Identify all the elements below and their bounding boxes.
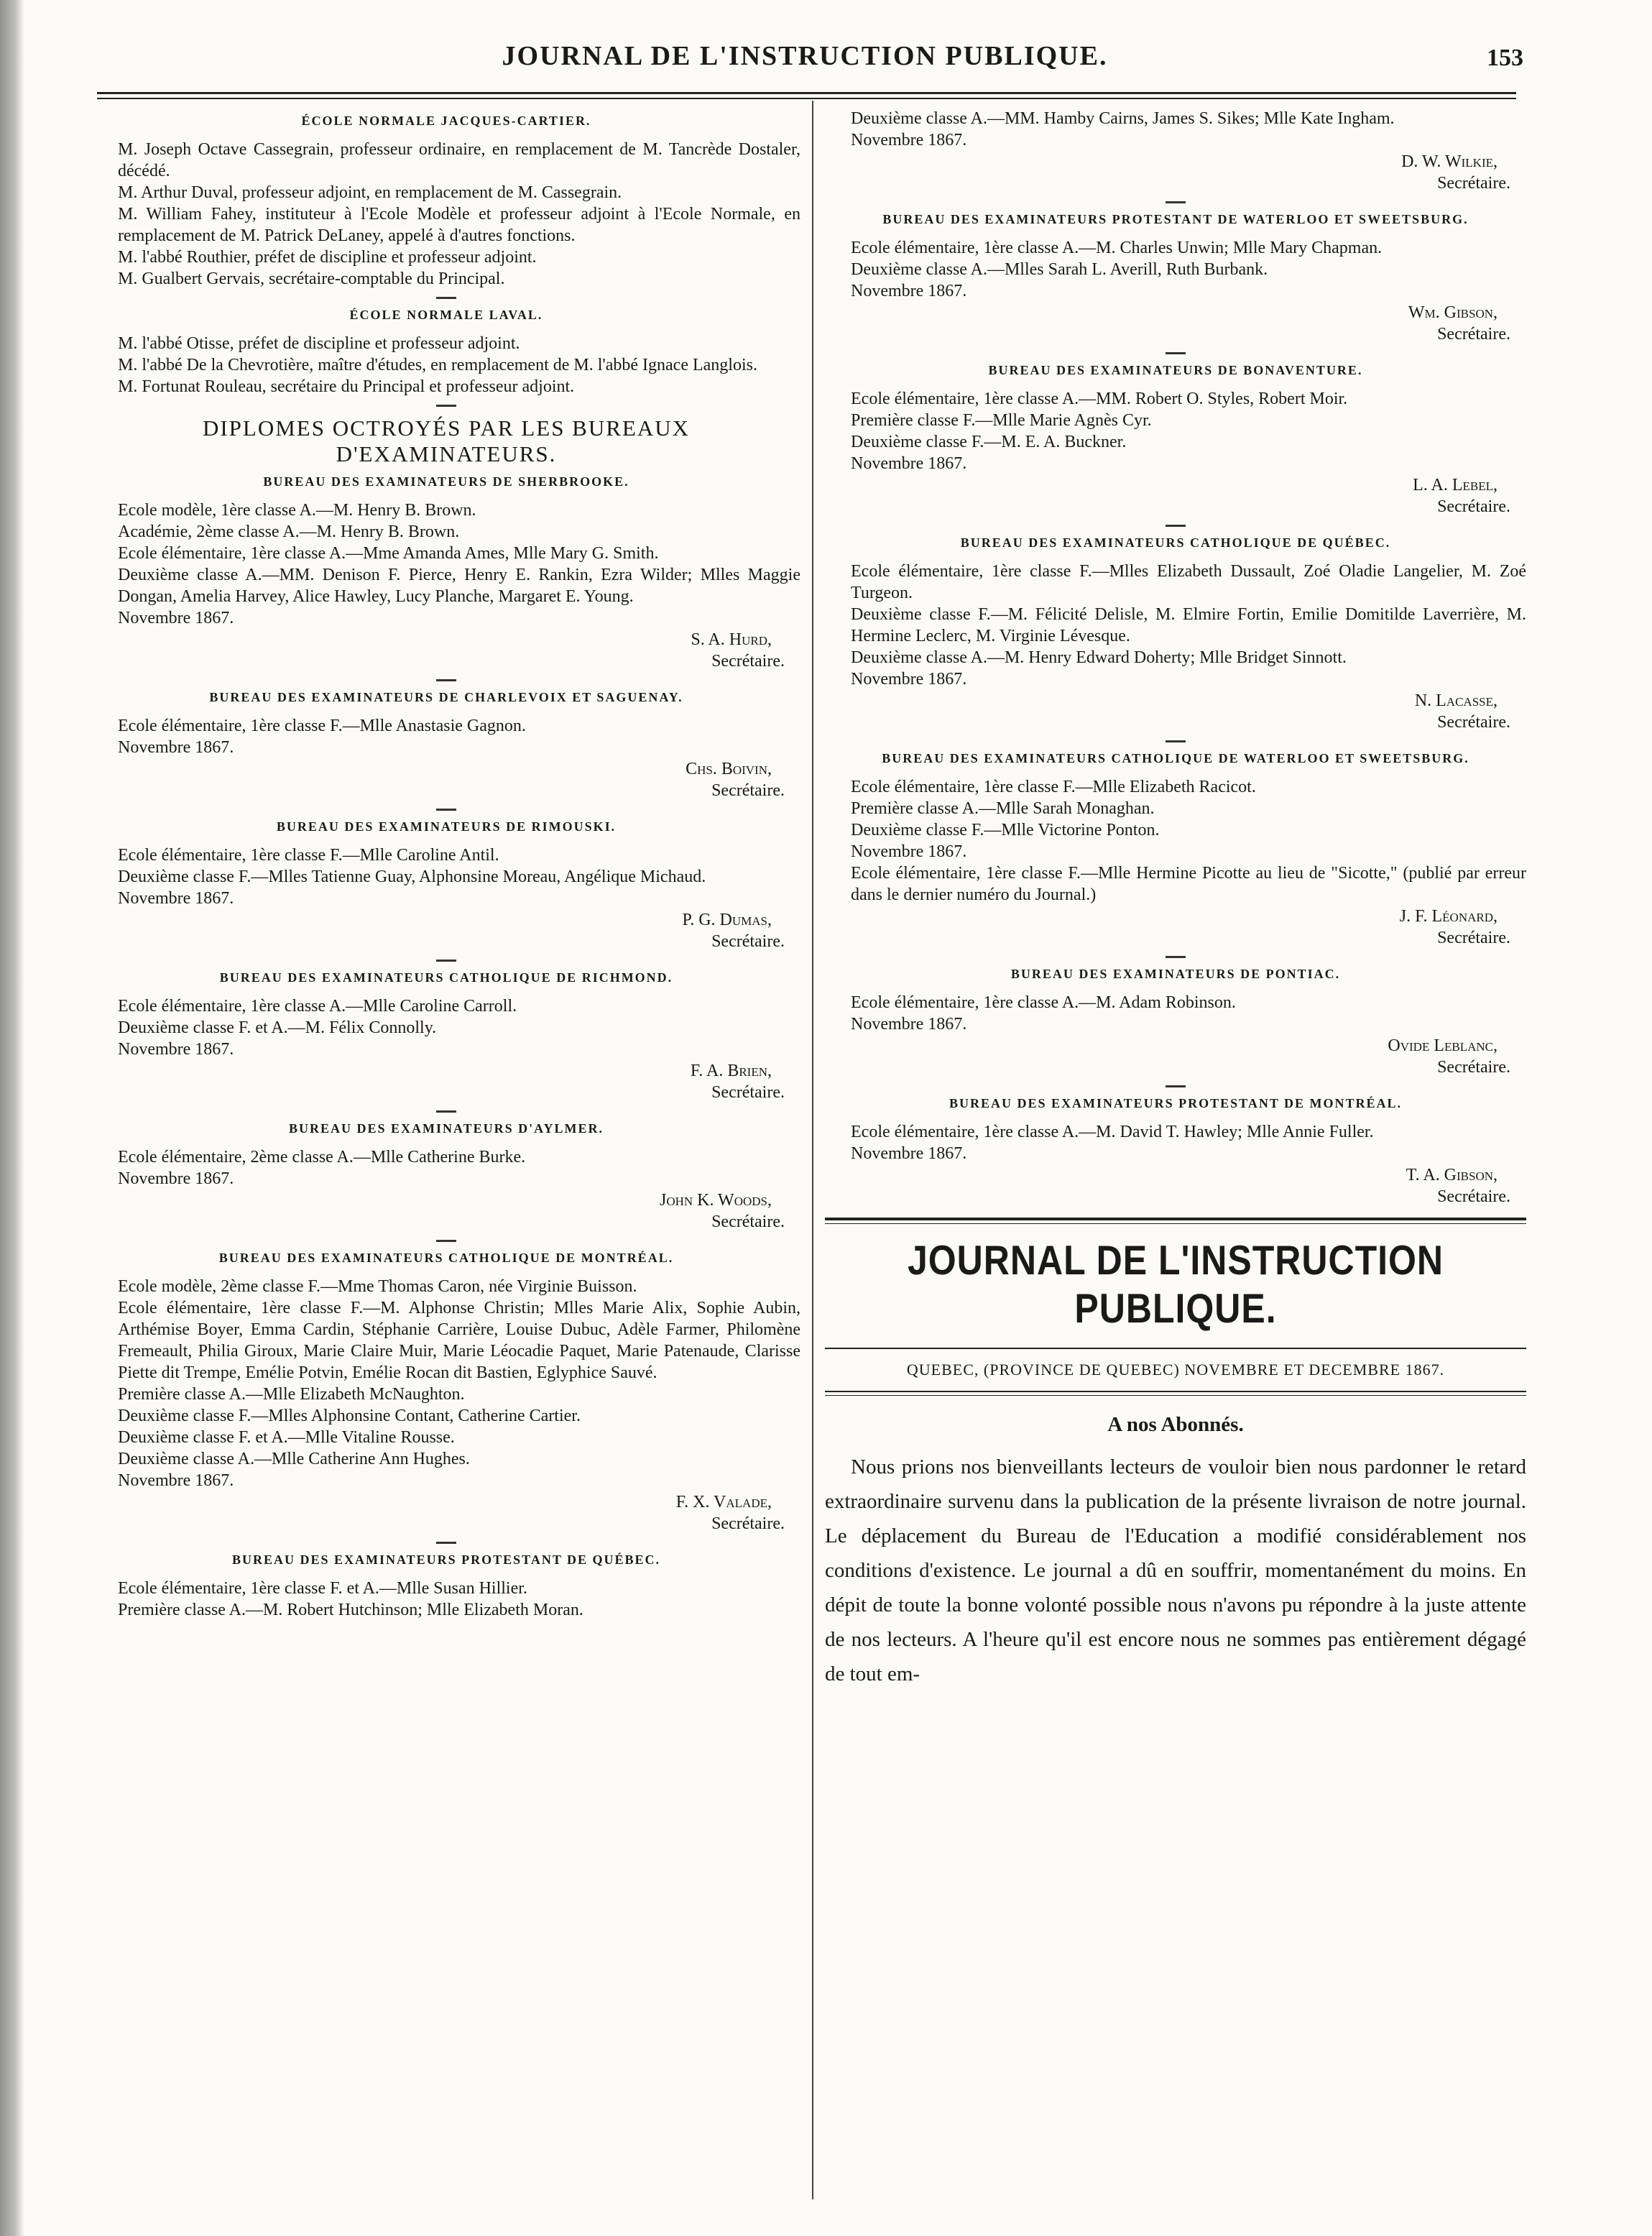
separator-dash <box>436 809 456 811</box>
signature-name: S. A. Hurd, <box>691 630 772 649</box>
signature-name: J. F. Léonard, <box>1399 907 1498 926</box>
signature-title: Secrétaire. <box>711 932 785 951</box>
section-heading: BUREAU DES EXAMINATEURS CATHOLIQUE DE QUÉBEC. <box>960 535 1391 550</box>
entry-line: Ecole élémentaire, 1ère classe A.—M. Charles Unwin; Mlle Mary Chapman. <box>851 239 1383 257</box>
section-sherbrooke <box>92 474 800 681</box>
section-heading: BUREAU DES EXAMINATEURS DE CHARLEVOIX ET SAGUENAY. <box>209 690 683 704</box>
signature-name: N. Lacasse, <box>1414 691 1498 710</box>
dateline-rule <box>825 1395 1526 1396</box>
section-charlevoix <box>92 690 800 811</box>
signature-name: P. G. Dumas, <box>682 911 772 929</box>
entry-line: Ecole élémentaire, 1ère classe A.—Mme Amanda Ames, Mlle Mary G. Smith. <box>118 544 659 563</box>
entry-line: Ecole élémentaire, 1ère classe A.—Mlle Caroline Carroll. <box>118 997 517 1016</box>
running-title: JOURNAL DE L'INSTRUCTION PUBLIQUE. <box>502 41 1108 71</box>
section-montreal-protestant <box>825 1096 1526 1207</box>
separator-dash <box>436 405 456 407</box>
entry-line: Ecole élémentaire, 1ère classe F.—Mlle Caroline Antil. <box>118 846 499 865</box>
entry-line: Ecole élémentaire, 2ème classe A.—Mlle Catherine Burke. <box>118 1148 526 1167</box>
section-heading: BUREAU DES EXAMINATEURS CATHOLIQUE DE WATERLOO ET SWEETSBURG. <box>882 751 1469 765</box>
masthead-title: JOURNAL DE L'INSTRUCTION PUBLIQUE. <box>907 1237 1444 1332</box>
entry-date: Novembre 1867. <box>118 1471 234 1490</box>
entry-line: Deuxième classe A.—Mlle Catherine Ann Hughes. <box>118 1450 470 1468</box>
section-heading: BUREAU DES EXAMINATEURS CATHOLIQUE DE RICHMOND. <box>219 970 673 985</box>
separator-dash <box>436 1110 456 1113</box>
signature-name: Ovide Leblanc, <box>1388 1036 1498 1055</box>
entry-line: Ecole élémentaire, 1ère classe A.—MM. Robert O. Styles, Robert Moir. <box>851 390 1348 408</box>
separator-dash <box>1166 525 1186 527</box>
section-quebec-catholique <box>825 535 1526 742</box>
entry-line: Première classe F.—Mlle Marie Agnès Cyr. <box>851 411 1152 430</box>
section-ecole-laval <box>92 308 800 407</box>
entry-line: Deuxième classe F.—Mlle Victorine Ponton. <box>851 821 1160 839</box>
signature-name: D. W. Wilkie, <box>1401 152 1498 171</box>
separator-dash <box>1166 1085 1186 1087</box>
entry-line: Ecole élémentaire, 1ère classe A.—M. Adam Robinson. <box>851 993 1236 1012</box>
section-ecole-jacques-cartier <box>92 114 800 299</box>
erratum-line: Ecole élémentaire, 1ère classe F.—Mlle Hermine Picotte au lieu de "Sicotte," (publié par erreur dans le dernier numéro du Journal.) <box>851 864 1526 904</box>
right-column <box>825 108 1526 2207</box>
section-heading: BUREAU DES EXAMINATEURS D'AYLMER. <box>288 1121 604 1136</box>
separator-dash <box>436 297 456 299</box>
separator-dash <box>436 679 456 681</box>
entry-line: M. Fortunat Rouleau, secrétaire du Principal et professeur adjoint. <box>118 377 575 396</box>
entry-date: Novembre 1867. <box>851 454 967 473</box>
section-waterloo-catholique <box>825 751 1526 958</box>
signature-name: John K. Woods, <box>659 1191 772 1210</box>
entry-line: Ecole élémentaire, 1ère classe F.—Mlle Anastasie Gagnon. <box>118 717 526 735</box>
separator-dash <box>436 960 456 962</box>
header-rule <box>97 98 1516 99</box>
entry-date: Novembre 1867. <box>118 738 234 757</box>
entry-line: M. Gualbert Gervais, secrétaire-comptable du Principal. <box>118 270 505 288</box>
entry-line: Deuxième classe F. et A.—M. Félix Connolly. <box>118 1018 437 1037</box>
entry-line: Deuxième classe F. et A.—Mlle Vitaline Rousse. <box>118 1428 455 1447</box>
signature-name: Chs. Boivin, <box>686 760 772 778</box>
entry-line: M. l'abbé De la Chevrotière, maître d'études, en remplacement de M. l'abbé Ignace Langlois. <box>118 356 757 374</box>
entry-line: Deuxième classe A.—M. Henry Edward Doherty; Mlle Bridget Sinnott. <box>851 648 1347 667</box>
editorial-heading: A nos Abonnés. <box>1107 1413 1244 1436</box>
section-heading: ÉCOLE NORMALE LAVAL. <box>349 308 543 322</box>
entry-date: Novembre 1867. <box>851 282 967 300</box>
section-pontiac <box>825 967 1526 1087</box>
section-quebec-protestant-cont <box>825 108 1526 203</box>
entry-line: Ecole modèle, 1ère classe A.—M. Henry B. Brown. <box>118 501 476 520</box>
section-heading: BUREAU DES EXAMINATEURS PROTESTANT DE QUÉBEC. <box>231 1552 661 1567</box>
entry-line: M. Joseph Octave Cassegrain, professeur ordinaire, en remplacement de M. Tancrède Dostaler, décédé. <box>118 140 800 180</box>
section-heading: BUREAU DES EXAMINATEURS DE RIMOUSKI. <box>276 819 617 834</box>
section-heading: BUREAU DES EXAMINATEURS PROTESTANT DE WATERLOO ET SWEETSBURG. <box>882 212 1469 226</box>
signature-title: Secrétaire. <box>1437 497 1510 516</box>
entry-line: Deuxième classe A.—MM. Hamby Cairns, James S. Sikes; Mlle Kate Ingham. <box>851 109 1395 128</box>
signature-name: T. A. Gibson, <box>1406 1166 1498 1184</box>
separator-dash <box>1166 740 1186 742</box>
entry-line: Deuxième classe A.—Mlles Sarah L. Averill, Ruth Burbank. <box>851 260 1268 279</box>
entry-date: Novembre 1867. <box>118 1169 234 1188</box>
entry-line: Ecole élémentaire, 1ère classe F.—M. Alphonse Christin; Mlles Marie Alix, Sophie Aubin, Arthémise Boyer, Emma Cardin, Stéphanie Carrière, Louise Dubuc, Adèle Farmer, Philomène Fremeault, Philia Giroux, Marie Claire Muir, Marie Léocadie Paquet, Marie Patenaude, Clarisse Piette dit Trempe, Emélie Potvin, Emélie Rocan dit Bastien, Eglyphice Sauvé. <box>118 1299 800 1382</box>
section-heading: ÉCOLE NORMALE JACQUES-CARTIER. <box>301 114 591 128</box>
entry-line: M. William Fahey, instituteur à l'Ecole Modèle et professeur adjoint à l'Ecole Normale, en remplacement de M. Patrick DeLaney, appelé à d'autres fonctions. <box>118 205 800 245</box>
section-rimouski <box>92 819 800 962</box>
entry-line: Première classe A.—Mlle Elizabeth McNaughton. <box>118 1385 465 1404</box>
editorial-paragraph: Nous prions nos bienveillants lecteurs de vouloir bien nous pardonner le retard extraordinaire survenu dans la publication de la présente livraison de notre journal. Le déplacement du Bureau de l'Education a modifié considérablement nos conditions d'existence. Le journal a dû en souffrir, momentanément du moins. En dépit de toute la bonne volonté possible nous n'avons pu répondre à la juste attente de nos lecteurs. A l'heure qu'il est encore nous ne sommes pas entièrement dégagé de tout em- <box>825 1455 1526 1685</box>
signature-name: L. A. Lebel, <box>1413 476 1498 494</box>
dateline-box <box>825 1348 1526 1392</box>
section-heading: BUREAU DES EXAMINATEURS CATHOLIQUE DE MONTRÉAL. <box>218 1251 674 1265</box>
entry-date: Novembre 1867. <box>851 1144 967 1163</box>
section-richmond <box>92 970 800 1113</box>
entry-line: Ecole élémentaire, 1ère classe F.—Mlles Elizabeth Dussault, Zoé Oladie Langelier, M. Zoé Turgeon. <box>851 562 1526 602</box>
entry-date: Novembre 1867. <box>851 1015 967 1034</box>
signature-title: Secrétaire. <box>1437 929 1510 947</box>
entry-line: Ecole élémentaire, 1ère classe F. et A.—Mlle Susan Hillier. <box>118 1579 527 1598</box>
left-column <box>92 108 800 2207</box>
signature-name: F. X. Valade, <box>675 1493 772 1512</box>
entry-line: Première classe A.—Mlle Sarah Monaghan. <box>851 799 1155 818</box>
entry-date: Novembre 1867. <box>851 131 967 149</box>
entry-line: Ecole élémentaire, 1ère classe F.—Mlle Elizabeth Racicot. <box>851 778 1256 796</box>
entry-date: Novembre 1867. <box>851 842 967 861</box>
separator-dash <box>436 1542 456 1544</box>
section-heading: BUREAU DES EXAMINATEURS DE SHERBROOKE. <box>263 474 629 489</box>
header-rule <box>97 92 1516 94</box>
entry-line: Ecole élémentaire, 1ère classe A.—M. David T. Hawley; Mlle Annie Fuller. <box>851 1123 1374 1141</box>
entry-line: M. Arthur Duval, professeur adjoint, en remplacement de M. Cassegrain. <box>118 183 622 202</box>
entry-line: Deuxième classe F.—M. E. A. Buckner. <box>851 433 1127 451</box>
separator-dash <box>436 1240 456 1242</box>
column-divider <box>812 101 813 2199</box>
page-number: 153 <box>1487 45 1523 71</box>
signature-title: Secrétaire. <box>1437 1058 1510 1077</box>
section-waterloo-protestant <box>825 212 1526 354</box>
signature-title: Secrétaire. <box>711 1213 785 1231</box>
section-heading: BUREAU DES EXAMINATEURS DE PONTIAC. <box>1010 967 1341 981</box>
masthead-rule <box>825 1223 1526 1224</box>
signature-title: Secrétaire. <box>711 781 785 800</box>
signature-title: Secrétaire. <box>1437 174 1510 193</box>
signature-title: Secrétaire. <box>711 1514 785 1533</box>
signature-title: Secrétaire. <box>711 1083 785 1102</box>
signature-title: Secrétaire. <box>1437 325 1510 344</box>
entry-line: M. l'abbé Otisse, préfet de discipline et professeur adjoint. <box>118 334 520 353</box>
signature-title: Secrétaire. <box>1437 1187 1510 1206</box>
masthead-rule <box>825 1218 1526 1220</box>
entry-date: Novembre 1867. <box>118 1040 234 1059</box>
entry-line: Deuxième classe F.—Mlles Tatienne Guay, Alphonsine Moreau, Angélique Michaud. <box>118 868 706 886</box>
entry-line: Ecole modèle, 2ème classe F.—Mme Thomas Caron, née Virginie Buisson. <box>118 1277 637 1296</box>
entry-line: Première classe A.—M. Robert Hutchinson; Mlle Elizabeth Moran. <box>118 1601 583 1619</box>
section-quebec-protestant <box>92 1552 800 1621</box>
separator-dash <box>1166 201 1186 203</box>
entry-line: Deuxième classe F.—Mlles Alphonsine Contant, Catherine Cartier. <box>118 1407 581 1425</box>
entry-line: Deuxième classe A.—MM. Denison F. Pierce, Henry E. Rankin, Ezra Wilder; Mlles Maggie Dongan, Amelia Harvey, Alice Hawley, Lucy Planche, Margaret E. Young. <box>118 566 800 606</box>
section-heading: BUREAU DES EXAMINATEURS PROTESTANT DE MONTRÉAL. <box>949 1096 1403 1110</box>
entry-date: Novembre 1867. <box>118 889 234 908</box>
signature-name: Wm. Gibson, <box>1408 303 1498 322</box>
signature-name: F. A. Brien, <box>690 1062 772 1080</box>
entry-line: M. l'abbé Routhier, préfet de discipline et professeur adjoint. <box>118 248 537 267</box>
entry-date: Novembre 1867. <box>851 670 967 689</box>
entry-date: Novembre 1867. <box>118 609 234 627</box>
signature-title: Secrétaire. <box>1437 713 1510 732</box>
section-montreal-catholique <box>92 1251 800 1544</box>
section-bonaventure <box>825 363 1526 527</box>
running-head <box>86 34 1523 78</box>
separator-dash <box>1166 956 1186 958</box>
section-heading: BUREAU DES EXAMINATEURS DE BONAVENTURE. <box>988 363 1363 377</box>
entry-line: Deuxième classe F.—M. Félicité Delisle, M. Elmire Fortin, Emilie Domitilde Laverrière, M. Hermine Leclerc, M. Virginie Lévesque. <box>851 605 1526 645</box>
signature-title: Secrétaire. <box>711 652 785 671</box>
section-aylmer <box>92 1121 800 1242</box>
diplomas-heading: DIPLOMES OCTROYÉS PAR LES BUREAUX D'EXAMINATEURS. <box>202 415 691 466</box>
entry-line: Académie, 2ème classe A.—M. Henry B. Brown. <box>118 523 460 541</box>
separator-dash <box>1166 352 1186 354</box>
dateline: QUEBEC, (PROVINCE DE QUEBEC) NOVEMBRE ET DECEMBRE 1867. <box>906 1361 1445 1379</box>
